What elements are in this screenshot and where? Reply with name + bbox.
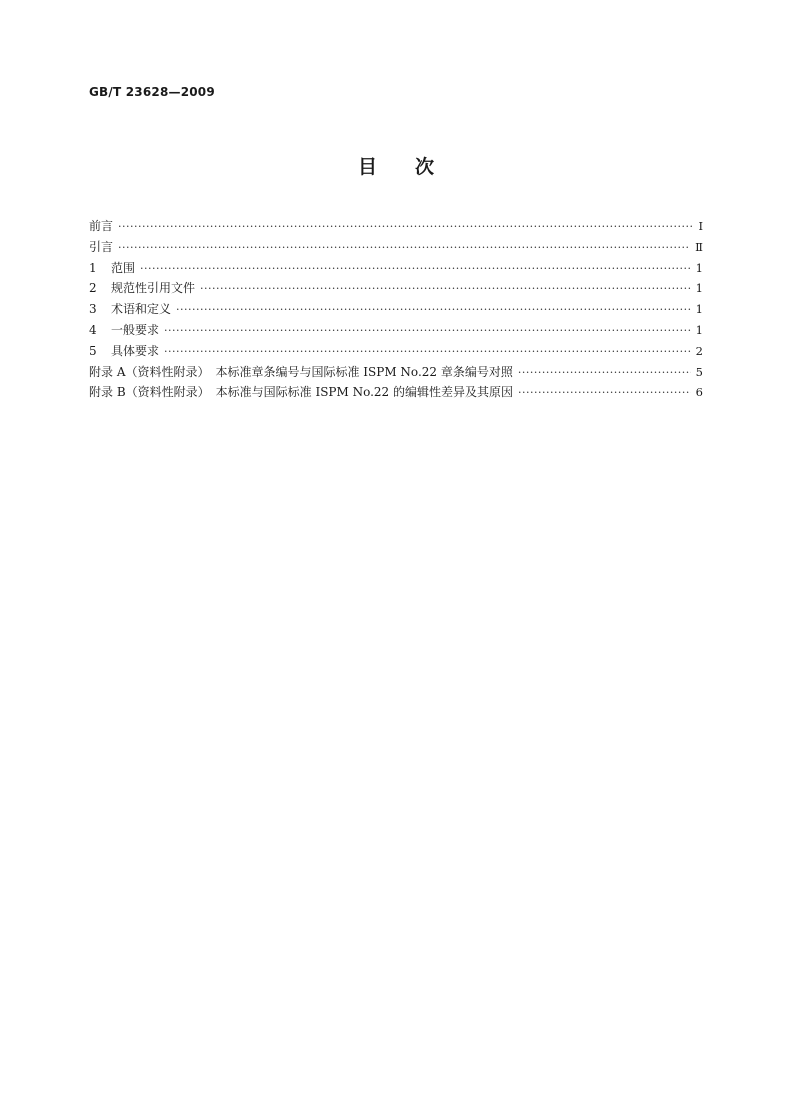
toc-entry-specific-requirements[interactable] xyxy=(89,341,703,362)
toc-leader-dots xyxy=(140,259,691,280)
toc-leader-dots xyxy=(518,383,691,404)
toc-entry-foreword[interactable] xyxy=(89,216,703,237)
toc-entry-title: 术语和定义 xyxy=(111,302,172,317)
toc-entry-label xyxy=(89,320,159,341)
toc-leader-dots xyxy=(118,238,690,259)
toc-entry-number: 2 xyxy=(89,281,97,296)
toc-entry-annex-a[interactable] xyxy=(89,362,703,383)
toc-leader-dots xyxy=(164,321,691,342)
table-of-contents xyxy=(89,216,703,403)
toc-entry-page: 2 xyxy=(695,343,703,358)
toc-entry-title: 范围 xyxy=(111,260,136,275)
toc-entry-number: 4 xyxy=(89,322,97,337)
toc-entry-label: 附录 B（资料性附录） 本标准与国际标准 ISPM No.22 的编辑性差异及其原因 xyxy=(89,385,513,400)
toc-entry-title: 规范性引用文件 xyxy=(111,281,196,296)
toc-entry-page: 1 xyxy=(695,302,703,317)
toc-entry-page: Ⅰ xyxy=(698,219,703,233)
toc-entry-annex-b[interactable] xyxy=(89,382,703,403)
toc-entry-page: 1 xyxy=(695,281,703,296)
toc-entry-normative-references[interactable] xyxy=(89,278,703,299)
toc-entry-label: 前言 xyxy=(89,219,114,233)
toc-entry-number: 1 xyxy=(89,260,97,275)
toc-entry-terms-definitions[interactable] xyxy=(89,299,703,320)
toc-entry-scope[interactable] xyxy=(89,258,703,279)
page-title: 目次 xyxy=(357,156,472,178)
toc-leader-dots xyxy=(118,217,692,238)
toc-entry-introduction[interactable] xyxy=(89,237,703,258)
toc-entry-number: 5 xyxy=(89,343,97,358)
standard-code: GB/T 23628—2009 xyxy=(89,85,215,99)
toc-entry-general-requirements[interactable] xyxy=(89,320,703,341)
toc-entry-title: 具体要求 xyxy=(111,343,160,358)
toc-entry-label xyxy=(89,258,135,279)
toc-entry-page: 1 xyxy=(695,322,703,337)
toc-leader-dots xyxy=(200,279,691,300)
toc-entry-title: 一般要求 xyxy=(111,322,160,337)
toc-entry-page: 5 xyxy=(695,364,703,379)
toc-leader-dots xyxy=(518,363,691,384)
toc-entry-label: 引言 xyxy=(89,239,114,254)
toc-leader-dots xyxy=(164,342,691,363)
toc-entry-label xyxy=(89,278,195,299)
toc-entry-label xyxy=(89,299,171,320)
toc-entry-number: 3 xyxy=(89,302,97,317)
toc-entry-label: 附录 A（资料性附录） 本标准章条编号与国际标准 ISPM No.22 章条编号对照 xyxy=(89,364,513,379)
toc-entry-label xyxy=(89,341,159,362)
toc-entry-page: Ⅱ xyxy=(695,239,703,254)
toc-leader-dots xyxy=(176,300,691,321)
toc-entry-page: 1 xyxy=(695,260,703,275)
toc-entry-page: 6 xyxy=(695,385,703,400)
